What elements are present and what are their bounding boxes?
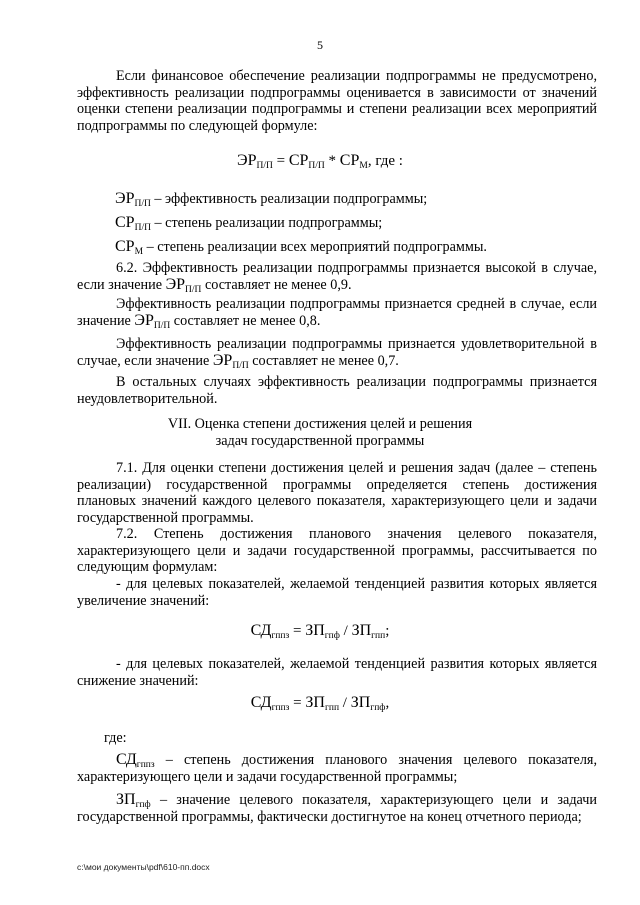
page-number: 5 bbox=[317, 38, 323, 52]
paragraph-funding: Если финансовое обеспечение реализации подпрограммы не предусмотрено, эффективность реализации подпрограммы оценивается в зависимости от значений оценки степени реализации подпрограммы и степени реализации всех мероприятий подпрограммы по следующей формуле: bbox=[77, 68, 597, 134]
paragraph-increase-indicators: - для целевых показателей, желаемой тенденцией развития которых является увеличение значений: bbox=[77, 576, 597, 609]
formula-subprogram-efficiency: $ЭР_{П/П} = СР_{П/П} * СР_М$, где : bbox=[237, 152, 403, 171]
definition-er: $ЭР_{П/П}$ – эффективность реализации подпрограммы; bbox=[115, 190, 428, 209]
formula-decrease: $СД_{гппз} = ЗП_{гпп} / ЗП_{гпф}$, bbox=[250, 694, 390, 713]
file-path-footer: c:\мои документы\pdf\610-пп.docx bbox=[77, 862, 210, 872]
paragraph-6-2: 6.2. Эффективность реализации подпрограммы признается высокой в случае, если значение $ЭР_{П/П}$ составляет не менее 0,9. bbox=[77, 260, 597, 295]
paragraph-average-efficiency: Эффективность реализации подпрограммы признается средней в случае, если значение $ЭР_{П/П}$ составляет не менее 0,8. bbox=[77, 296, 597, 331]
paragraph-satisfactory-efficiency: Эффективность реализации подпрограммы признается удовлетворительной в случае, если значение $ЭР_{П/П}$ составляет не менее 0,7. bbox=[77, 336, 597, 371]
paragraph-7-2: 7.2. Степень достижения планового значения целевого показателя, характеризующего цели и задачи государственной программы, рассчитывается по следующим формулам: bbox=[77, 526, 597, 576]
formula-increase: $СД_{гппз} = ЗП_{гпф} / ЗП_{гпп}$; bbox=[250, 622, 390, 641]
paragraph-unsatisfactory: В остальных случаях эффективность реализации подпрограммы признается неудовлетворительной. bbox=[77, 374, 597, 407]
definition-sr-m: $СР_М$ – степень реализации всех мероприятий подпрограммы. bbox=[115, 238, 487, 257]
definition-zp: $ЗП_{гпф}$ – значение целевого показателя, характеризующего цели и задачи государственной программы, фактически достигнутое на конец отчетного периода; bbox=[77, 791, 597, 825]
definition-sd: $СД_{гппз}$ – степень достижения планового значения целевого показателя, характеризующего цели и задачи государственной программы; bbox=[77, 751, 597, 785]
paragraph-decrease-indicators: - для целевых показателей, желаемой тенденцией развития которых является снижение значений: bbox=[77, 656, 597, 689]
where-label: где: bbox=[104, 730, 127, 746]
section-heading: VII. Оценка степени достижения целей и решения задач государственной программы bbox=[167, 416, 473, 449]
paragraph-7-1: 7.1. Для оценки степени достижения целей и решения задач (далее – степень реализации) государственной программы определяется степень достижения плановых значений каждого целевого показателя, характеризующего цели и задачи государственной программы. bbox=[77, 460, 597, 526]
definition-sr-pp: $СР_{П/П}$ – степень реализации подпрограммы; bbox=[115, 214, 383, 233]
